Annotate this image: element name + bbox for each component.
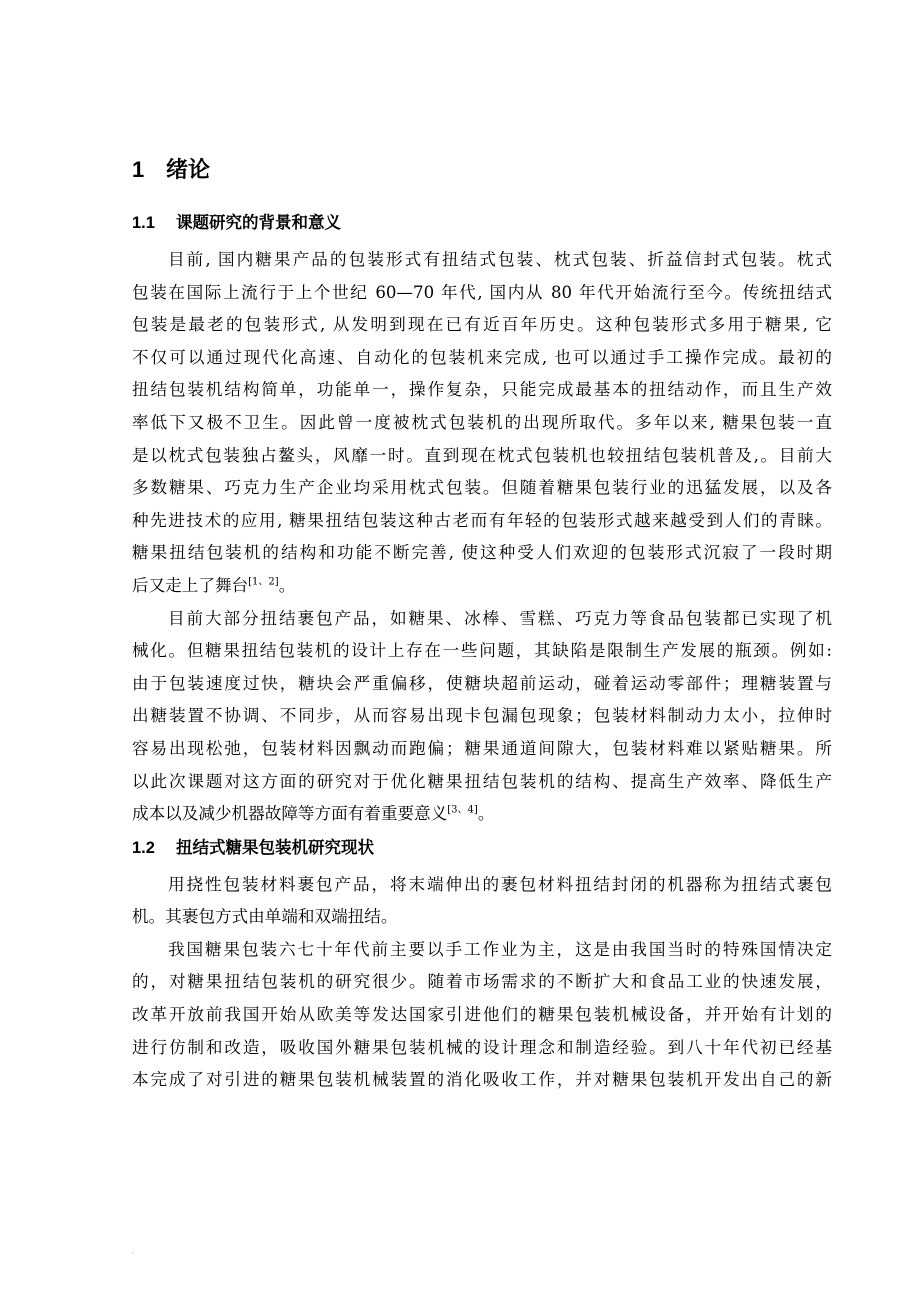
paragraph bbox=[132, 603, 832, 831]
paragraph-line: 的，对糖果扭结包装机的研究很少。随着市场需求的不断扩大和食品工业的快速发展， bbox=[132, 972, 832, 992]
paragraph-line: 用挠性包装材料裹包产品，将末端伸出的裹包材料扭结封闭的机器称为扭结式裹包 bbox=[168, 874, 832, 894]
paragraph-line: 机。其裹包方式由单端和双端扭结。 bbox=[132, 907, 398, 927]
section-number: 1.2 bbox=[132, 838, 155, 857]
paragraph bbox=[132, 244, 832, 603]
paragraph-line: 率低下又极不卫生。因此曾一度被枕式包装机的出现所取代。多年以来, 糖果包装一直 bbox=[132, 412, 832, 432]
citation: [1、2] bbox=[248, 576, 279, 588]
paragraph-line: 我国糖果包装六七十年代前主要以手工作业为主，这是由我国当时的特殊国情决定 bbox=[168, 939, 832, 959]
paragraph-tail: 。 bbox=[278, 575, 296, 595]
paragraph bbox=[132, 934, 832, 1097]
paragraph-line: 包装是最老的包装形式, 从发明到现在已有近百年历史。这种包装形式多用于糖果, 它 bbox=[132, 315, 832, 335]
paragraph-line: 包装在国际上流行于上个世纪 60—70 年代, 国内从 80 年代开始流行至今。传统扭结式 bbox=[132, 282, 832, 302]
paragraph-line: 多数糖果、巧克力生产企业均采用枕式包装。但随着糖果包装行业的迅猛发展，以及各 bbox=[132, 478, 832, 498]
paragraph-line: 目前, 国内糖果产品的包装形式有扭结式包装、枕式包装、折益信封式包装。枕式 bbox=[168, 250, 832, 269]
section-heading bbox=[132, 831, 832, 865]
section-title: 课题研究的背景和意义 bbox=[176, 214, 341, 232]
paragraph-line: 是以枕式包装独占鳌头，风靡一时。直到现在枕式包装机也较扭结包装机普及,。目前大 bbox=[132, 445, 832, 465]
paragraph-line bbox=[132, 798, 832, 831]
chapter-title: 绪论 bbox=[166, 157, 211, 182]
paragraph-line: 由于包装速度过快，糖块会严重偏移，使糖块超前运动，碰着运动零部件；理糖装置与 bbox=[132, 673, 832, 693]
paragraph-line: 糖果扭结包装机的结构和功能不断完善, 使这种受人们欢迎的包装形式沉寂了一段时期 bbox=[132, 543, 832, 563]
paragraph-line: 以此次课题对这方面的研究对于优化糖果扭结包装机的结构、提高生产效率、降低生产 bbox=[132, 771, 832, 791]
section-heading bbox=[132, 206, 832, 240]
paragraph-line: 容易出现松弛，包装材料因飘动而跑偏；糖果通道间隙大，包装材料难以紧贴糖果。所 bbox=[132, 738, 832, 758]
section-number: 1.1 bbox=[132, 214, 155, 232]
paragraph-line bbox=[132, 570, 832, 603]
citation: [3、4] bbox=[447, 804, 478, 816]
paragraph-text: 后又走上了舞台 bbox=[132, 575, 249, 595]
paragraph bbox=[132, 869, 832, 934]
paragraph-line: 种先进技术的应用, 糖果扭结包装这种古老而有年轻的包装形式越来越受到人们的青睐。 bbox=[132, 510, 832, 530]
paragraph-line: 械化。但糖果扭结包装机的设计上存在一些问题，其缺陷是限制生产发展的瓶颈。例如: bbox=[132, 641, 832, 661]
paragraph-line: 目前大部分扭结裹包产品，如糖果、冰棒、雪糕、巧克力等食品包装都已实现了机 bbox=[168, 608, 832, 628]
chapter-heading bbox=[132, 150, 832, 190]
page-content bbox=[132, 150, 832, 1097]
paragraph-line: 出糖装置不协调、不同步，从而容易出现卡包漏包现象；包装材料制动力太小，拉伸时 bbox=[132, 706, 832, 726]
chapter-number: 1 bbox=[132, 157, 145, 182]
section-title: 扭结式糖果包装机研究现状 bbox=[176, 838, 374, 857]
paragraph-text: 成本以及减少机器故障等方面有着重要意义 bbox=[132, 804, 448, 824]
paragraph-tail: 。 bbox=[477, 804, 495, 824]
paragraph-line: 改革开放前我国开始从欧美等发达国家引进他们的糖果包装机械设备，并开始有计划的 bbox=[132, 1005, 832, 1025]
paragraph-line: 不仅可以通过现代化高速、自动化的包装机来完成, 也可以通过手工操作完成。最初的 bbox=[132, 347, 832, 367]
footer-mark bbox=[132, 1252, 134, 1254]
paragraph-line: 本完成了对引进的糖果包装机械装置的消化吸收工作，并对糖果包装机开发出自己的新 bbox=[132, 1070, 832, 1090]
paragraph-line: 进行仿制和改造，吸收国外糖果包装机械的设计理念和制造经验。到八十年代初已经基 bbox=[132, 1037, 832, 1057]
paragraph-line: 扭结包装机结构简单，功能单一，操作复杂，只能完成最基本的扭结动作，而且生产效 bbox=[132, 380, 832, 400]
